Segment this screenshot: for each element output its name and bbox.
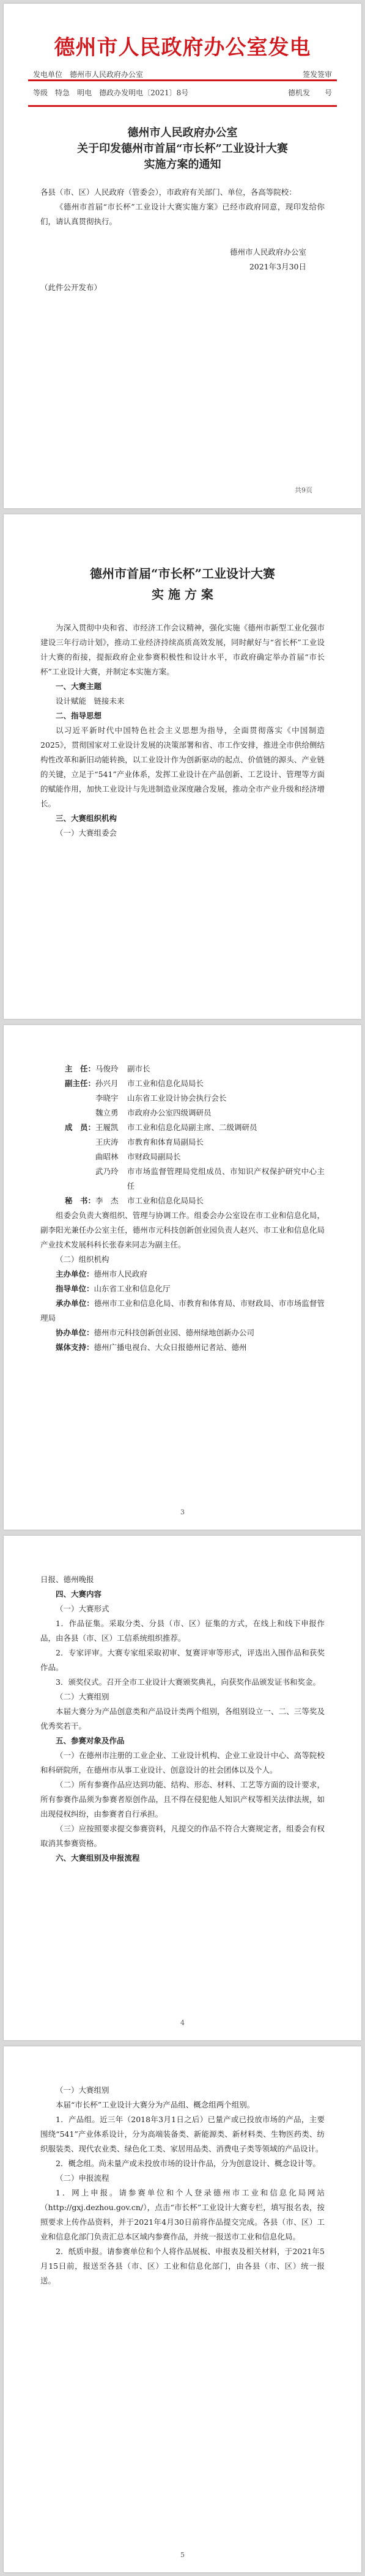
plan-intro: 为深入贯彻中央和省、市经济工作会议精神，强化实施《德州市新型工业化强市建设三年行动计划》，推动工业经济持续高质高效发展，同时献好与“省长杯”工业设计大赛的衔接，提振政府企业参赛积极性和设计水平，市政府确定举办首届“市长杯”工业设计大赛，并制定本实施方案。 [40,623,325,676]
paragraph: （二）所有参赛作品应达到功能、结构、形态、材料、工艺等方面的设计要求，所有参赛作品须为参赛者原创作品，且不得在侵犯他人知识产权等相关法律法规，如出现侵权纠纷，由参赛者自行承担。 [40,1780,325,1819]
page-1 [4,4,361,508]
committee-members [4,1062,361,1208]
notice-title-line-1: 关于印发德州市首届“市长杯”工业设计大赛 [77,142,288,155]
member-name: 马俊玲 [95,1064,119,1073]
member-row [95,1150,325,1164]
member-names [95,1194,325,1208]
plan-title [4,563,361,605]
organizer-label: 媒体支持： [56,1343,94,1352]
plan-title-line-1: 德州市首届“市长杯”工业设计大赛 [89,566,275,581]
member-title: 市政府办公室四级调研员 [127,1108,212,1117]
page-number: 3 [180,1508,185,1516]
paragraph: 1．作品征集。采取分类、分县（市、区）征集的方式，在线上和线下申报作品，由各县（市、区）工信系统组织推荐。 [40,1619,325,1643]
member-role: 秘 书： [64,1196,95,1205]
page-4-content [4,1572,361,1866]
member-row [95,1194,325,1208]
member-title: 市市场监督管理局党组成员、市知识产权保护研究中心主任 [127,1167,325,1191]
member-names [95,1120,325,1194]
member-name: 李 杰 [95,1196,119,1205]
page-4 [4,1536,361,2040]
page-2 [4,514,361,1019]
member-title: 市工业和信息化局局长 [127,1079,204,1088]
paragraph: 本届大赛分为产品创意类和产品设计类两个组别，各组别设立一、二、三等奖及优秀奖若干。 [40,1707,325,1731]
page-5-content [4,2083,361,2288]
organizer-line [40,1267,325,1282]
member-name: 王履凯 [95,1123,119,1132]
section-theme-body: 设计赋能 链接未来 [56,696,125,706]
member-title: 山东省工业设计协会执行会长 [127,1093,227,1103]
paragraph: （一）在德州市注册的工业企业、工业设计机构、企业工业设计中心、高等院校和科研院所，在德州市从事工业设计、创意设计的社会团体以及个人。 [40,1751,325,1775]
section-committee-heading: （一）大赛组委会 [56,828,117,837]
member-names [95,1076,325,1120]
member-title: 副市长 [127,1064,150,1073]
member-name: 魏立勇 [95,1108,119,1117]
organizer-text: 德州广播电视台、大众日报德州记者站、德州 [94,1343,247,1352]
header-meta-row-1 [33,69,332,79]
member-name: 曲昭林 [95,1152,119,1161]
member-name: 武乃玲 [95,1167,119,1176]
committee-note: 组委会负责大赛组织、管理与协调工作。组委会办公室设在市工业和信息化局，副李阳光兼任办公室主任，德州市元科技创新创业园负责人赵兴、市工业和信息化局产业技术发展科科长张春来同志为副主任。 [40,1211,325,1249]
member-row [95,1091,325,1106]
notice-title-line-2: 实施方案的通知 [144,158,221,171]
header-meta-row-2 [33,87,332,98]
member-row [95,1106,325,1120]
notice-addressee: 各县（市、区）人民政府（管委会），市政府有关部门、单位，各高等院校： [40,188,297,197]
section-theme-heading: 一、大赛主题 [56,682,102,691]
paragraph: 2．概念组。尚未量产或未投放市场的设计作品，分为创意设计、概念设计等。 [56,2159,320,2168]
section-guiding-body: 以习近平新时代中国特色社会主义思想为指导，全面贯彻落实《中国制造2025》，贯彻国家对工业设计发展的决策部署和省、市工作安排，推进全市供给侧结构性改革和新旧动能转换，以工业设计作为创新驱动的起点、价值链的源头、产业链的关键，立足于“541”产业体系，发挥工业设计在产品创新、工艺设计、管理等方面的赋能作用，加快工业设计与先进制造业深度融合发展，推动全市产业升级和经济增长。 [40,726,325,808]
member-role: 主 任： [64,1064,95,1073]
paragraph: 六、大赛组别及申报流程 [56,1853,140,1863]
organizer-line [40,1340,325,1355]
member-names [95,1062,325,1076]
member-row [95,1120,325,1135]
page-count: 共9页 [295,486,312,494]
member-title: 市工业和信息化局局长 [127,1196,204,1205]
organizer-label: 主办单位： [56,1269,94,1279]
paragraph: 3．颁奖仪式。召开全市工业设计大赛颁奖典礼，向获奖作品颁发证书和奖金。 [56,1677,320,1687]
plan-title-line-2: 实 施 方 案 [152,587,213,602]
page-number: 5 [180,2551,185,2559]
organizer-label: 协办单位： [56,1328,94,1337]
committee-member-group [40,1062,325,1076]
organizer-text: 山东省工业和信息化厅 [94,1284,171,1293]
paragraph: （一）大赛组别 [56,2085,109,2095]
level-value: 特急 [55,89,70,97]
notice-body: 《德州市首届“市长杯”工业设计大赛实施方案》已经市政府同意，现印发给你们，请认真贯彻执行。 [40,202,325,226]
section-organizers-heading: （二）组织机构 [56,1255,109,1264]
organizer-text: 德州市人民政府 [94,1269,148,1279]
organizer-label: 指导单位： [56,1284,94,1293]
page-number: 4 [180,2019,185,2027]
paragraph: 2．专家评审。大赛专家组采取初审、复赛评审等形式，评选出入围作品和获奖作品。 [40,1648,325,1672]
sender-label: 发电单位 [33,70,63,79]
organizer-list [40,1267,325,1355]
organizer-line [40,1326,325,1340]
paragraph: 1．网上申报。请参赛单位和个人登录德州市工业和信息化局网站（http://gxj.dezhou.gov.cn/），点击“市长杯”工业设计大赛专栏，填写报名表，按照要求上传作品资料，并于2021年4月30日前将作品提交完成。各县（市、区）工业和信息化部门负责汇总本区域内参赛作品，并统一报送市工业和信息化局。 [40,2188,325,2241]
member-title: 市教育和体育局副局长 [127,1137,204,1147]
committee-member-group [40,1194,325,1208]
paragraph: 日报、德州晚报 [40,1575,94,1584]
public-note: （此件公开发布） [40,283,102,292]
member-row [95,1164,325,1194]
notice-title [4,125,361,173]
paragraph: （二）申报流程 [56,2173,109,2183]
member-title: 市工业和信息化局副主席、二级调研员 [127,1123,257,1132]
doc-number: 德政办发明电〔2021〕8号 [99,89,189,97]
page-3 [4,1025,361,1530]
clearance-label: 明电 [77,89,92,97]
member-title: 市财政局副局长 [127,1152,181,1161]
member-role: 副主任： [64,1079,95,1088]
committee-member-group [40,1120,325,1194]
header-meta [4,69,361,79]
organizer-text: 德州市工业和信息化局、市教育和体育局、市财政局、市市场监督管理局 [40,1299,325,1323]
header-rule [28,79,337,81]
signer-label: 签发签审 [302,70,332,79]
member-row [95,1135,325,1150]
code-label: 德机发 [287,89,310,97]
header-rule-2 [28,105,337,107]
paragraph: （一）大赛形式 [56,1604,109,1613]
paragraph: 五、参赛对象及作品 [56,1736,125,1745]
organizer-text: 德州市元科技创新创业园、德州绿地创新办公司 [94,1328,255,1337]
section-org-heading: 三、大赛组织机构 [56,814,117,823]
member-name: 孙兴月 [95,1079,119,1088]
paragraph: 本届“市长杯”工业设计大赛分为产品组、概念组两个组别。 [56,2100,255,2109]
level-label: 等级 [33,89,48,97]
paragraph: 1．产品组。近三年（2018年3月1日之后）已量产或已投放市场的产品，主要围绕“541”产业体系设计，分为高端装备类、新能源类、新材料类、生物医药类、纺织服装类、现代农业类、绿色化工类、家居用品类、消费电子类等领域的产品设计。 [40,2115,325,2153]
org-header-title: 德州市人民政府办公室发电 [54,35,311,60]
page-5 [4,2046,361,2572]
code-suffix: 号 [324,89,332,97]
member-row [95,1062,325,1076]
committee-member-group [40,1076,325,1120]
paragraph: 2．纸质申报。请参赛单位和个人将作品展板、申报表及相关材料，于2021年5月15日前，报送至各县（市、区）工业和信息化部门，由各县（市、区）统一报送。 [40,2247,325,2285]
paragraph: 四、大赛内容 [56,1589,102,1599]
organizer-label: 承办单位： [56,1299,94,1308]
member-name: 李晓宇 [95,1093,119,1103]
sender-value: 德州市人民政府办公室 [70,70,144,79]
paragraph: （二）大赛组别 [56,1692,109,1701]
section-guiding-heading: 二、指导思想 [56,711,102,720]
member-name: 王庆涛 [95,1137,119,1147]
organizer-line [40,1296,325,1326]
paragraph: （三）应按照要求提交参赛资料，凡提交的作品不符合大赛规定者，组委会有权取消其参赛资格。 [40,1824,325,1848]
notice-title-org: 德州市人民政府办公室 [127,126,238,139]
member-row [95,1076,325,1091]
member-role: 成 员： [64,1123,95,1132]
notice-signature-date: 2021年3月30日 [249,262,306,271]
organizer-line [40,1282,325,1296]
notice-signature-org: 德州市人民政府办公室 [229,247,306,257]
